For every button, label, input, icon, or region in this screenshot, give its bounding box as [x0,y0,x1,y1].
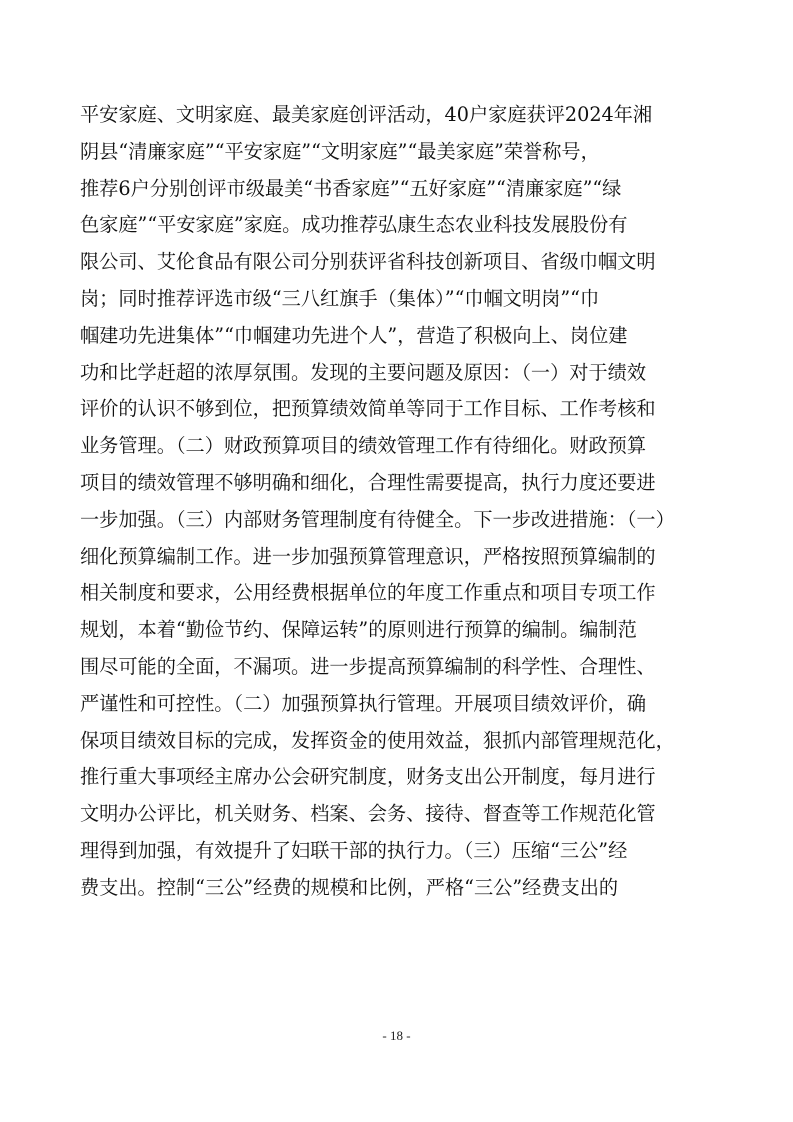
page-number: - 18 - [382,1028,411,1043]
text-line: 细化预算编制工作。进一步加强预算管理意识，严格按照预算编制的 [80,544,656,568]
text-line: 严谨性和可控性。（二）加强预算执行管理。开展项目绩效评价，确 [80,691,647,715]
body-text [80,97,730,907]
text-line: 评价的认识不够到位，把预算绩效简单等同于工作目标、工作考核和 [80,397,656,421]
text-line: 规划，本着“勤俭节约、保障运转”的原则进行预算的编制。编制范 [80,618,637,642]
text-line: 平安家庭、文明家庭、最美家庭创评活动，40户家庭获评2024年湘 [80,103,653,126]
text-line: 围尽可能的全面，不漏项。进一步提高预算编制的科学性、合理性、 [80,654,656,678]
text-line: 项目的绩效管理不够明确和细化，合理性需要提高，执行力度还要进 [80,470,656,494]
text-line: 相关制度和要求，公用经费根据单位的年度工作重点和项目专项工作 [80,581,656,605]
text-line: 帼建功先进集体”“巾帼建功先进个人”，营造了积极向上、岗位建 [80,323,628,347]
text-line: 费支出。控制“三公”经费的规模和比例，严格“三公”经费支出的 [80,875,619,899]
text-line: 保项目绩效目标的完成，发挥资金的使用效益，狠抓内部管理规范化， [80,728,675,752]
text-line: 理得到加强，有效提升了妇联干部的执行力。（三）压缩“三公”经 [80,838,628,862]
text-line: 色家庭”“平安家庭”家庭。成功推荐弘康生态农业科技发展股份有 [80,213,628,237]
text-line: 推行重大事项经主席办公会研究制度，财务支出公开制度，每月进行 [80,765,656,789]
text-line: 推荐6户分别创评市级最美“书香家庭”“五好家庭”“清廉家庭”“绿 [80,176,622,200]
text-line: 功和比学赶超的浓厚氛围。发现的主要问题及原因：（一）对于绩效 [80,360,647,384]
text-line: 一步加强。（三）内部财务管理制度有待健全。下一步改进措施：（一） [80,507,675,531]
text-line: 阴县“清廉家庭”“平安家庭”“文明家庭”“最美家庭”荣誉称号， [80,139,600,163]
text-line: 岗；同时推荐评选市级“三八红旗手（集体）”“巾帼文明岗”“巾 [80,286,600,310]
text-line: 限公司、艾伦食品有限公司分别获评省科技创新项目、省级巾帼文明 [80,250,656,274]
text-line: 文明办公评比，机关财务、档案、会务、接待、督查等工作规范化管 [80,802,656,826]
text-line: 业务管理。（二）财政预算项目的绩效管理工作有待细化。财政预算 [80,434,647,458]
